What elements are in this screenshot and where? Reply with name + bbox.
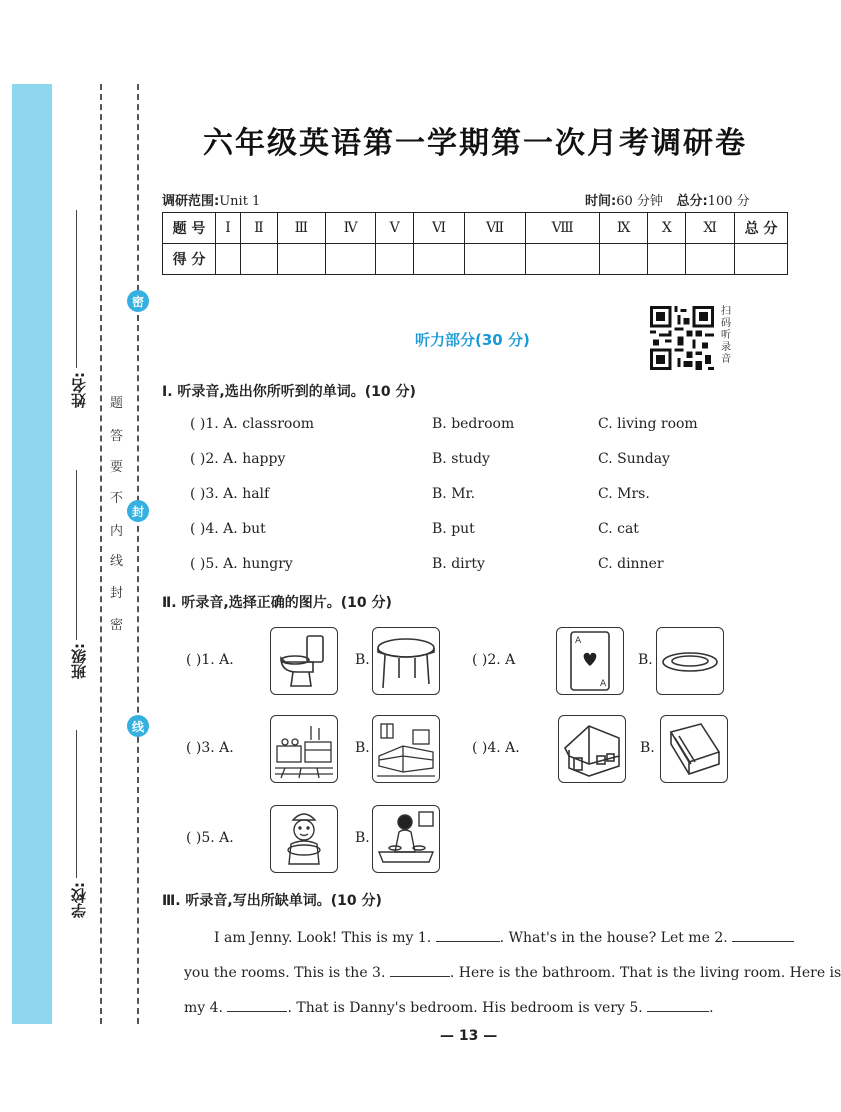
section2-q5[interactable]: ( )5. A. — [186, 830, 234, 846]
warning-char: 线 — [110, 554, 124, 569]
plate-icon — [657, 628, 723, 694]
score-header-label: 题 号 — [163, 213, 216, 244]
kitchen-icon — [271, 716, 337, 782]
svg-text:A: A — [600, 679, 607, 689]
score-col: Ⅱ — [241, 213, 278, 244]
book-picture[interactable] — [660, 715, 728, 783]
score-cell[interactable] — [464, 244, 526, 275]
section1-item-3-c: C. Mrs. — [598, 486, 650, 502]
score-cell[interactable] — [599, 244, 647, 275]
blank-2[interactable] — [732, 927, 794, 942]
passage-text: you the rooms. This is the 3. — [184, 965, 386, 981]
playing-card-icon — [557, 628, 623, 694]
section1-heading: Ⅰ. 听录音,选出你所听到的单词。(10 分) — [162, 384, 416, 400]
section1-item-5-a[interactable]: ( )5. A. hungry — [190, 556, 293, 572]
section2-q4[interactable]: ( )4. A. — [472, 740, 520, 756]
table-picture[interactable] — [372, 627, 440, 695]
warning-char: 要 — [110, 460, 124, 475]
section1-item-2-a[interactable]: ( )2. A. happy — [190, 451, 286, 467]
warning-char: 密 — [110, 618, 124, 633]
kitchen-picture[interactable] — [270, 715, 338, 783]
class-write-line — [76, 470, 77, 640]
section2-heading: Ⅱ. 听录音,选择正确的图片。(10 分) — [162, 595, 392, 611]
section1-item-3-b: B. Mr. — [432, 486, 476, 502]
cooking-woman-picture[interactable] — [372, 805, 440, 873]
passage-line-2 — [184, 962, 841, 981]
score-cell[interactable] — [326, 244, 376, 275]
section2-q5-b: B. — [355, 830, 370, 846]
section2-q2-b: B. — [638, 652, 653, 668]
page-number: — 13 — — [440, 1028, 498, 1044]
score-cell[interactable] — [648, 244, 686, 275]
svg-text:A: A — [575, 636, 582, 646]
time-value: 60 分钟 — [616, 194, 663, 209]
seal-xian: 线 — [127, 715, 149, 737]
score-col: Ⅶ — [464, 213, 526, 244]
section2-q1-b: B. — [355, 652, 370, 668]
section1-item-4-c: C. cat — [598, 521, 639, 537]
blank-3[interactable] — [390, 962, 450, 977]
house-picture[interactable] — [558, 715, 626, 783]
warning-char: 封 — [110, 586, 124, 601]
section2-q3-b: B. — [355, 740, 370, 756]
score-col: Ⅸ — [599, 213, 647, 244]
cooking-boy-picture[interactable] — [270, 805, 338, 873]
score-col: Ⅵ — [414, 213, 464, 244]
book-icon — [661, 716, 727, 782]
score-table-score-row — [163, 244, 788, 275]
blank-5[interactable] — [647, 997, 709, 1012]
binding-dash-line-inner — [137, 84, 139, 1024]
score-table — [162, 212, 788, 275]
score-col: Ⅷ — [526, 213, 600, 244]
round-table-icon — [373, 628, 439, 694]
warning-char: 不 — [110, 491, 124, 506]
scan-char: 扫 — [721, 306, 731, 317]
playing-card-picture[interactable] — [556, 627, 624, 695]
section2-q1[interactable]: ( )1. A. — [186, 652, 234, 668]
scan-char: 录 — [721, 342, 731, 353]
score-col: Ⅲ — [277, 213, 325, 244]
score-cell[interactable] — [277, 244, 325, 275]
school-label: 学校: — [70, 882, 88, 918]
toilet-icon — [271, 628, 337, 694]
score-row-label: 得 分 — [163, 244, 216, 275]
score-cell[interactable] — [414, 244, 464, 275]
binding-strip — [12, 84, 52, 1024]
name-write-line — [76, 210, 77, 368]
total-value: 100 分 — [707, 194, 750, 209]
binding-dash-line-outer — [100, 84, 102, 1024]
page-title: 六年级英语第一学期第一次月考调研卷 — [203, 126, 747, 161]
score-col: Ⅺ — [686, 213, 735, 244]
scope-meta — [162, 190, 260, 209]
section1-item-5-c: C. dinner — [598, 556, 664, 572]
section1-item-2-b: B. study — [432, 451, 490, 467]
score-cell[interactable] — [375, 244, 413, 275]
section2-q4-b: B. — [640, 740, 655, 756]
scan-char: 音 — [721, 354, 731, 365]
seal-mi: 密 — [127, 290, 149, 312]
total-label: 总分: — [676, 194, 708, 209]
score-cell[interactable] — [241, 244, 278, 275]
score-cell[interactable] — [526, 244, 600, 275]
scope-value: Unit 1 — [219, 194, 261, 209]
section2-q2[interactable]: ( )2. A — [472, 652, 516, 668]
score-total-cell[interactable] — [735, 244, 788, 275]
class-label: 班级: — [70, 643, 88, 679]
cooking-woman-icon — [373, 806, 439, 872]
scope-label: 调研范围: — [162, 194, 220, 209]
bedroom-picture[interactable] — [372, 715, 440, 783]
bedroom-icon — [373, 716, 439, 782]
toilet-picture[interactable] — [270, 627, 338, 695]
scan-char: 听 — [721, 330, 731, 341]
passage-text: . That is Danny's bedroom. His bedroom is very 5. — [287, 1000, 643, 1016]
time-meta — [585, 190, 750, 209]
qr-code-icon[interactable] — [650, 306, 714, 370]
seal-feng: 封 — [127, 500, 149, 522]
section1-item-4-b: B. put — [432, 521, 475, 537]
scan-char: 码 — [721, 318, 731, 329]
passage-text: my 4. — [184, 1000, 223, 1016]
passage-text: . — [709, 1000, 714, 1016]
section2-q3[interactable]: ( )3. A. — [186, 740, 234, 756]
section1-item-2-c: C. Sunday — [598, 451, 670, 467]
warning-char: 题 — [110, 396, 124, 411]
section1-item-1-b: B. bedroom — [432, 416, 515, 432]
listening-heading: 听力部分(30 分) — [415, 331, 530, 349]
name-label: 姓名: — [70, 372, 88, 408]
score-col: Ⅹ — [648, 213, 686, 244]
section1-item-4-a[interactable]: ( )4. A. but — [190, 521, 266, 537]
school-write-line — [76, 730, 77, 878]
section1-item-5-b: B. dirty — [432, 556, 485, 572]
score-table-header-row — [163, 213, 788, 244]
passage-text: I am Jenny. Look! This is my 1. — [214, 930, 432, 946]
scan-hint — [721, 306, 733, 366]
score-col: Ⅴ — [375, 213, 413, 244]
score-col: Ⅰ — [216, 213, 241, 244]
section3-heading: Ⅲ. 听录音,写出所缺单词。(10 分) — [162, 893, 382, 909]
warning-char: 答 — [110, 429, 124, 444]
warning-char: 内 — [110, 524, 124, 539]
score-total-header: 总 分 — [735, 213, 788, 244]
time-label: 时间: — [585, 194, 617, 209]
section1-item-1-a[interactable]: ( )1. A. classroom — [190, 416, 315, 432]
blank-4[interactable] — [227, 997, 287, 1012]
passage-text: . What's in the house? Let me 2. — [499, 930, 728, 946]
chef-boy-icon — [271, 806, 337, 872]
passage-line-1 — [214, 927, 794, 946]
blank-1[interactable] — [436, 927, 500, 942]
score-cell[interactable] — [686, 244, 735, 275]
plate-picture[interactable] — [656, 627, 724, 695]
score-col: Ⅳ — [326, 213, 376, 244]
section1-item-1-c: C. living room — [598, 416, 698, 432]
passage-text: . Here is the bathroom. That is the living room. Here is — [449, 965, 841, 981]
passage-line-3 — [184, 997, 714, 1016]
house-icon — [559, 716, 625, 782]
score-cell[interactable] — [216, 244, 241, 275]
section1-item-3-a[interactable]: ( )3. A. half — [190, 486, 270, 502]
